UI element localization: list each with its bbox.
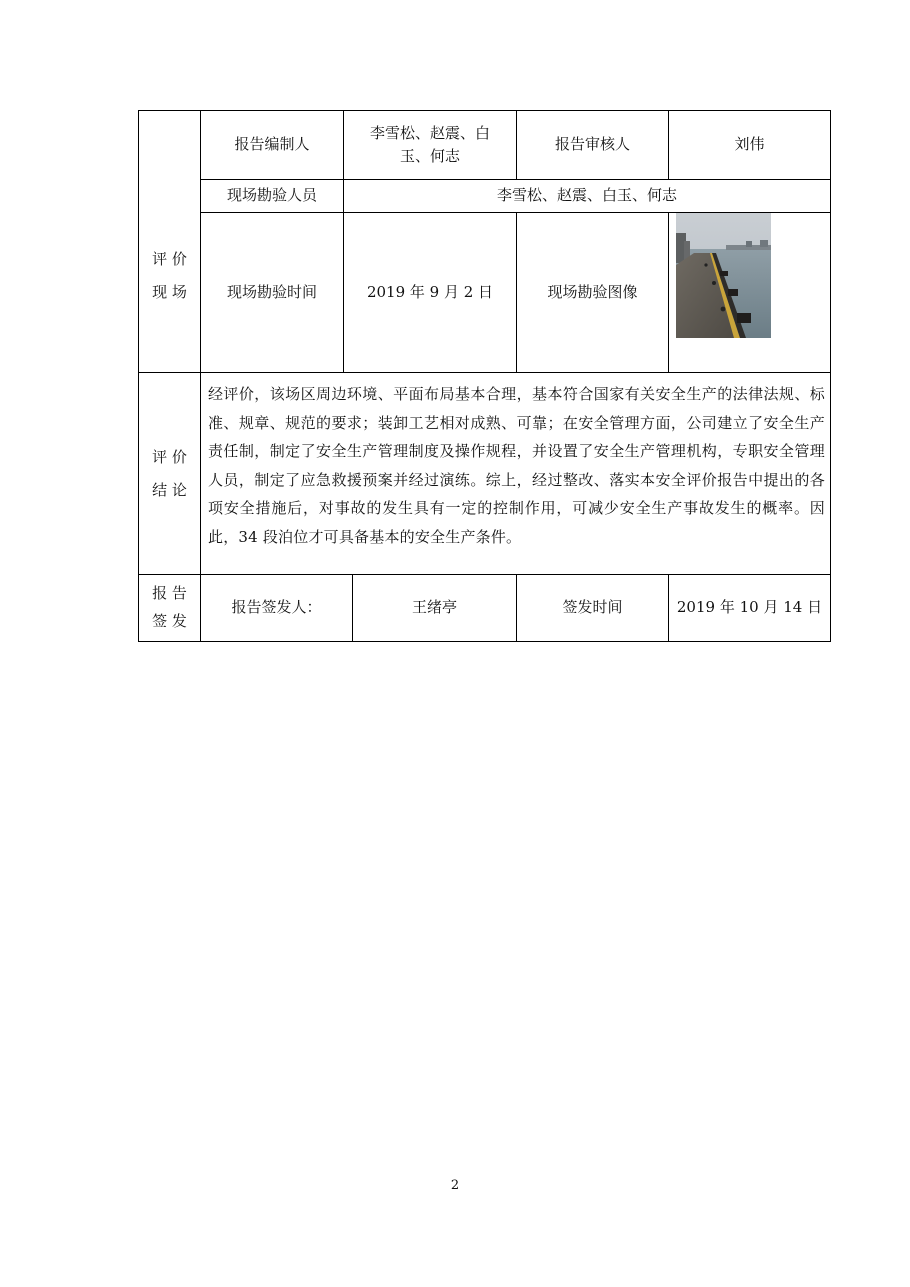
site-label-line1: 评 价: [152, 250, 187, 268]
compiler-names: [344, 111, 516, 179]
pier-photo-image: [676, 213, 771, 338]
site-label-line2: 现 场: [152, 283, 187, 301]
issuer-label: 报告签发人：: [231, 598, 322, 617]
staff-names: 李雪松、赵震、白玉、何志: [496, 186, 677, 205]
compiler-names-line2: 玉、何志: [399, 147, 460, 165]
grid-line: [138, 641, 831, 642]
grid-line: [830, 110, 831, 642]
inspection-time-label: 现场勘验时间: [226, 282, 317, 301]
compiler-label: 报告编制人: [234, 135, 310, 154]
issue-section-label: [139, 575, 200, 641]
site-section-label: [139, 180, 200, 372]
grid-line: [668, 212, 669, 373]
conclusion-section-label: [139, 373, 200, 574]
grid-line: [138, 372, 831, 373]
conclusion-label-line1: 评 价: [152, 447, 187, 466]
page-number: 2: [450, 1178, 460, 1193]
issue-label-line1: 报 告: [152, 584, 187, 603]
reviewer-name: 刘伟: [734, 135, 765, 154]
issue-time-value: 2019 年 10 月 14 日: [676, 598, 823, 617]
issue-label-line2: 签 发: [152, 612, 187, 630]
inspection-time-value: 2019 年 9 月 2 日: [366, 282, 494, 301]
conclusion-text: 经评价，该场区周边环境、平面布局基本合理，基本符合国家有关安全生产的法律法规、标准、规章、规范的要求；装卸工艺相对成熟、可靠；在安全管理方面，公司建立了安全生产责任制，制定了安全生产管理制度及操作规程，并设置了安全生产管理机构，专职安全管理人员，制定了应急救援预案并经过演练。综上，经过整改、落实本安全评价报告中提出的各项安全措施后，对事故的发生具有一定的控制作用，可减少安全生产事故发生的概率。因此，34 段泊位才可具备基本的安全生产条件。: [208, 385, 825, 546]
staff-label: 现场勘验人员: [226, 186, 317, 205]
issuer-name: 王绪亭: [411, 598, 457, 617]
inspection-image-label: 现场勘验图像: [547, 282, 638, 301]
site-inspection-photo: [676, 213, 771, 338]
issue-time-label: 签发时间: [562, 598, 623, 617]
reviewer-label: 报告审核人: [554, 135, 630, 154]
conclusion-label-line2: 结 论: [152, 480, 187, 499]
compiler-names-line1: 李雪松、赵震、白: [369, 123, 490, 142]
